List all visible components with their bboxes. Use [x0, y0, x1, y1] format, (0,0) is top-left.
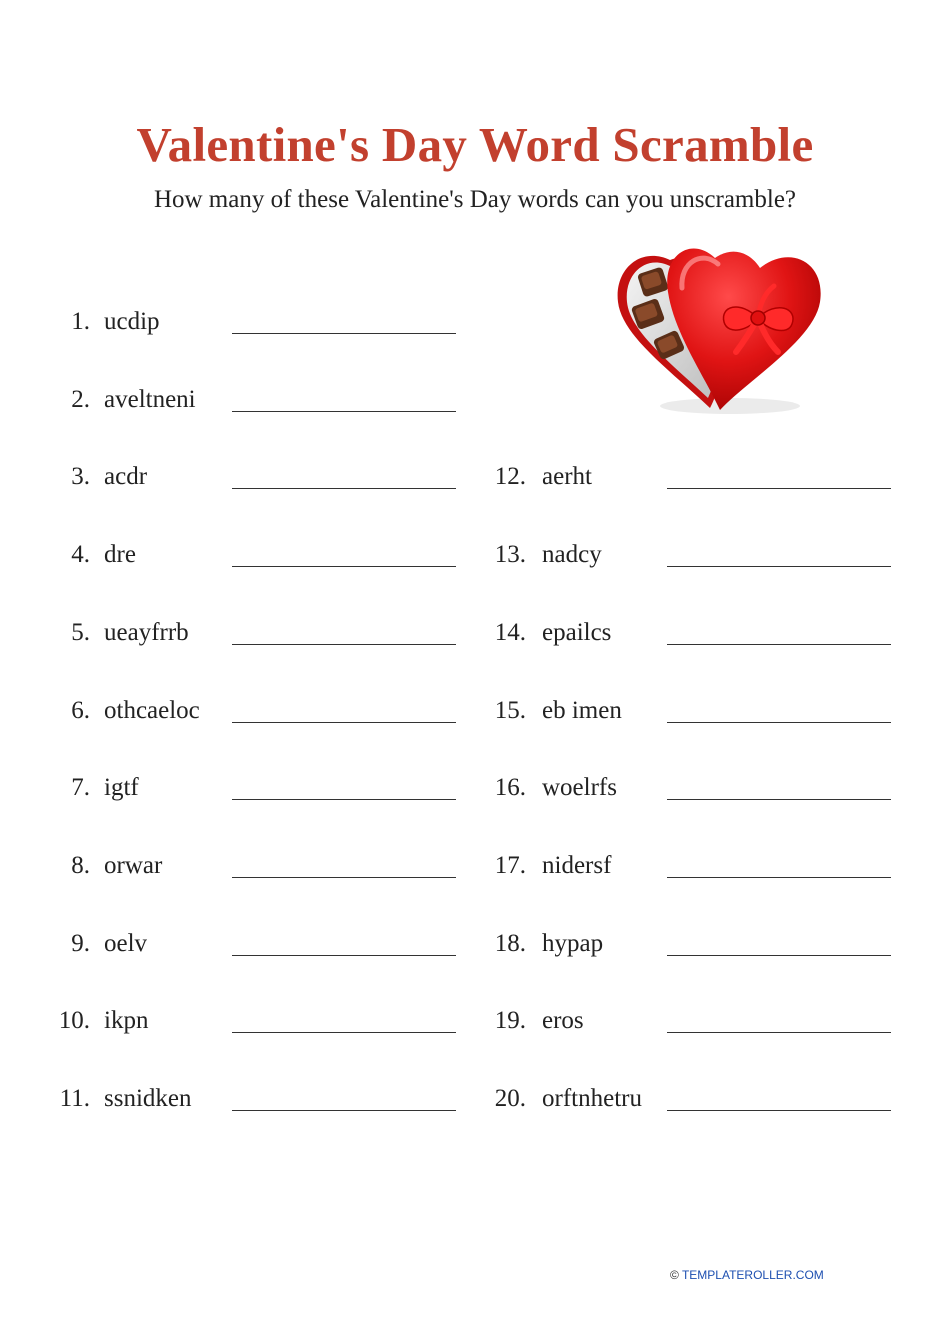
- item-number: 9.: [71, 930, 90, 957]
- scrambled-word: ueayfrrb: [104, 619, 189, 646]
- answer-line[interactable]: [667, 877, 891, 878]
- answer-line[interactable]: [667, 1110, 891, 1111]
- item-number: 6.: [71, 697, 90, 724]
- answer-line[interactable]: [232, 722, 456, 723]
- scrambled-word: acdr: [104, 463, 148, 490]
- item-number: 18.: [494, 930, 526, 957]
- scrambled-word: ucdip: [104, 308, 160, 335]
- answer-line[interactable]: [667, 799, 891, 800]
- item-number: 1.: [71, 308, 90, 335]
- scrambled-word: igtf: [104, 774, 139, 801]
- scrambled-word: nadcy: [542, 541, 602, 568]
- answer-line[interactable]: [667, 1032, 891, 1033]
- scrambled-word: aerht: [542, 463, 592, 490]
- item-number: 13.: [494, 541, 526, 568]
- scrambled-word: woelrfs: [542, 774, 617, 801]
- answer-line[interactable]: [232, 1110, 456, 1111]
- scrambled-word: eb imen: [542, 697, 622, 724]
- answer-line[interactable]: [667, 488, 891, 489]
- item-number: 7.: [71, 774, 90, 801]
- copyright-symbol: ©: [670, 1268, 679, 1282]
- scrambled-word: orwar: [104, 852, 163, 879]
- item-number: 17.: [494, 852, 526, 879]
- scrambled-word: nidersf: [542, 852, 612, 879]
- scrambled-word: orftnhetru: [542, 1085, 642, 1112]
- scrambled-word: oelv: [104, 930, 148, 957]
- page-title: Valentine's Day Word Scramble: [136, 117, 814, 172]
- item-number: 5.: [71, 619, 90, 646]
- page-subtitle: How many of these Valentine's Day words can you unscramble?: [153, 186, 797, 213]
- answer-line[interactable]: [232, 1032, 456, 1033]
- answer-line[interactable]: [232, 333, 456, 334]
- footer-link[interactable]: TEMPLATEROLLER.COM: [681, 1268, 824, 1282]
- answer-line[interactable]: [667, 955, 891, 956]
- item-number: 11.: [59, 1085, 90, 1112]
- item-number: 8.: [71, 852, 90, 879]
- heart-chocolate-box-icon: [610, 240, 830, 420]
- scrambled-word: ikpn: [104, 1007, 149, 1034]
- answer-line[interactable]: [232, 411, 456, 412]
- item-number: 10.: [58, 1007, 90, 1034]
- footer-credit: [670, 1268, 824, 1282]
- item-number: 15.: [494, 697, 526, 724]
- item-number: 16.: [494, 774, 526, 801]
- answer-line[interactable]: [232, 877, 456, 878]
- answer-line[interactable]: [667, 722, 891, 723]
- item-number: 4.: [71, 541, 90, 568]
- scrambled-word: aveltneni: [104, 386, 196, 413]
- item-number: 14.: [494, 619, 526, 646]
- answer-line[interactable]: [232, 566, 456, 567]
- item-number: 2.: [71, 386, 90, 413]
- item-number: 12.: [494, 463, 526, 490]
- answer-line[interactable]: [667, 644, 891, 645]
- scrambled-word: epailcs: [542, 619, 612, 646]
- scrambled-word: ssnidken: [104, 1085, 192, 1112]
- answer-line[interactable]: [232, 799, 456, 800]
- scrambled-word: dre: [104, 541, 136, 568]
- answer-line[interactable]: [667, 566, 891, 567]
- item-number: 20.: [494, 1085, 526, 1112]
- item-number: 3.: [71, 463, 90, 490]
- item-number: 19.: [494, 1007, 526, 1034]
- answer-line[interactable]: [232, 644, 456, 645]
- answer-line[interactable]: [232, 955, 456, 956]
- scrambled-word: hypap: [542, 930, 604, 957]
- scrambled-word: othcaeloc: [104, 697, 200, 724]
- scrambled-word: eros: [542, 1007, 584, 1034]
- answer-line[interactable]: [232, 488, 456, 489]
